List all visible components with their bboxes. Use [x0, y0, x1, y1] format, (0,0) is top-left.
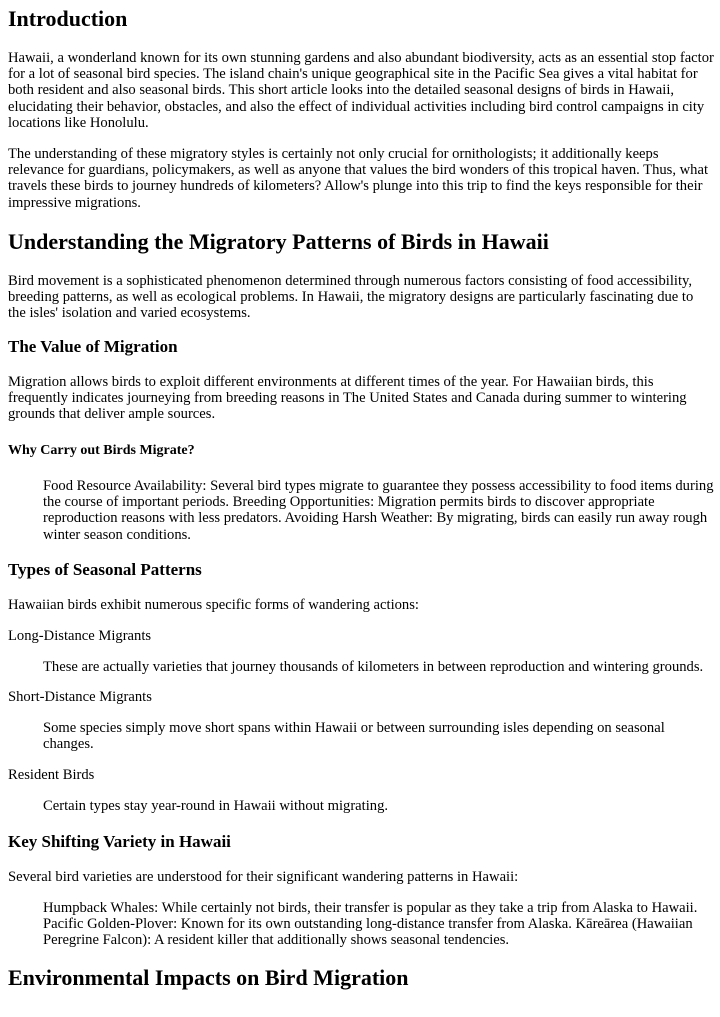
- introduction-paragraph-2: The understanding of these migratory styles is certainly not only crucial for ornithologists; it additionally keeps relevance for guardians, policymakers, as well as anyone that values the bird wonders of this tropical haven. Thus, what travels these birds to journey hundreds of kilometers? Allow's plunge into this trip to find the keys responsible for their impressive migrations.: [8, 146, 709, 211]
- long-distance-term: Long-Distance Migrants: [8, 628, 152, 644]
- environmental-impacts-heading: Environmental Impacts on Bird Migration: [8, 965, 409, 990]
- introduction-paragraph-1: Hawaii, a wonderland known for its own stunning gardens and also abundant biodiversity, acts as an essential stop factor for a lot of seasonal bird species. The island chain's unique geographical site in the Pacific Sea gives a vital habitat for both resident and also seasonal birds. This short article looks into the detailed seasonal designs of birds in Hawaii, elucidating their behavior, obstacles, and also the effect of individual activities including bird control campaigns in city locations like Honolulu.: [8, 50, 714, 131]
- migratory-patterns-paragraph: Bird movement is a sophisticated phenomenon determined through numerous factors consisting of food accessibility, breeding patterns, as well as ecological problems. In Hawaii, the migratory designs are particularly fascinating due to the isles' isolation and varied ecosystems.: [8, 273, 694, 322]
- why-migrate-heading: Why Carry out Birds Migrate?: [8, 443, 195, 458]
- key-varieties-paragraph: Several bird varieties are understood for their significant wandering patterns in Hawaii:: [8, 869, 519, 885]
- why-migrate-blockquote: Food Resource Availability: Several bird types migrate to guarantee they possess accessibility to food items during the course of important periods. Breeding Opportunities: Migration permits birds to discover appropriate reproduction reasons with less predators. Avoiding Harsh Weather: By migrating, birds can easily run away rough winter season conditions.: [43, 478, 714, 543]
- seasonal-patterns-paragraph: Hawaiian birds exhibit numerous specific forms of wandering actions:: [8, 597, 419, 613]
- key-varieties-heading: Key Shifting Variety in Hawaii: [8, 832, 231, 851]
- introduction-heading: Introduction: [8, 6, 128, 31]
- resident-birds-description: Certain types stay year-round in Hawaii without migrating.: [43, 798, 389, 814]
- value-of-migration-heading: The Value of Migration: [8, 337, 178, 356]
- migratory-patterns-heading: Understanding the Migratory Patterns of Birds in Hawaii: [8, 229, 549, 254]
- short-distance-term: Short-Distance Migrants: [8, 689, 152, 705]
- seasonal-patterns-heading: Types of Seasonal Patterns: [8, 560, 202, 579]
- value-of-migration-paragraph: Migration allows birds to exploit different environments at different times of the year. For Hawaiian birds, this frequently indicates journeying from breeding reasons in The United States and Canada during summer to wintering grounds that deliver ample sources.: [8, 374, 687, 423]
- resident-birds-term: Resident Birds: [8, 767, 95, 783]
- long-distance-description: These are actually varieties that journey thousands of kilometers in between reproduction and wintering grounds.: [43, 659, 704, 675]
- key-varieties-blockquote: Humpback Whales: While certainly not birds, their transfer is popular as they take a trip from Alaska to Hawaii. Pacific Golden-Plover: Known for its own outstanding long-distance transfer from Alaska. Kāreārea (Hawaiian Peregrine Falcon): A resident killer that additionally shows seasonal tendencies.: [43, 900, 698, 949]
- short-distance-description: Some species simply move short spans within Hawaii or between surrounding isles depending on seasonal changes.: [43, 720, 665, 753]
